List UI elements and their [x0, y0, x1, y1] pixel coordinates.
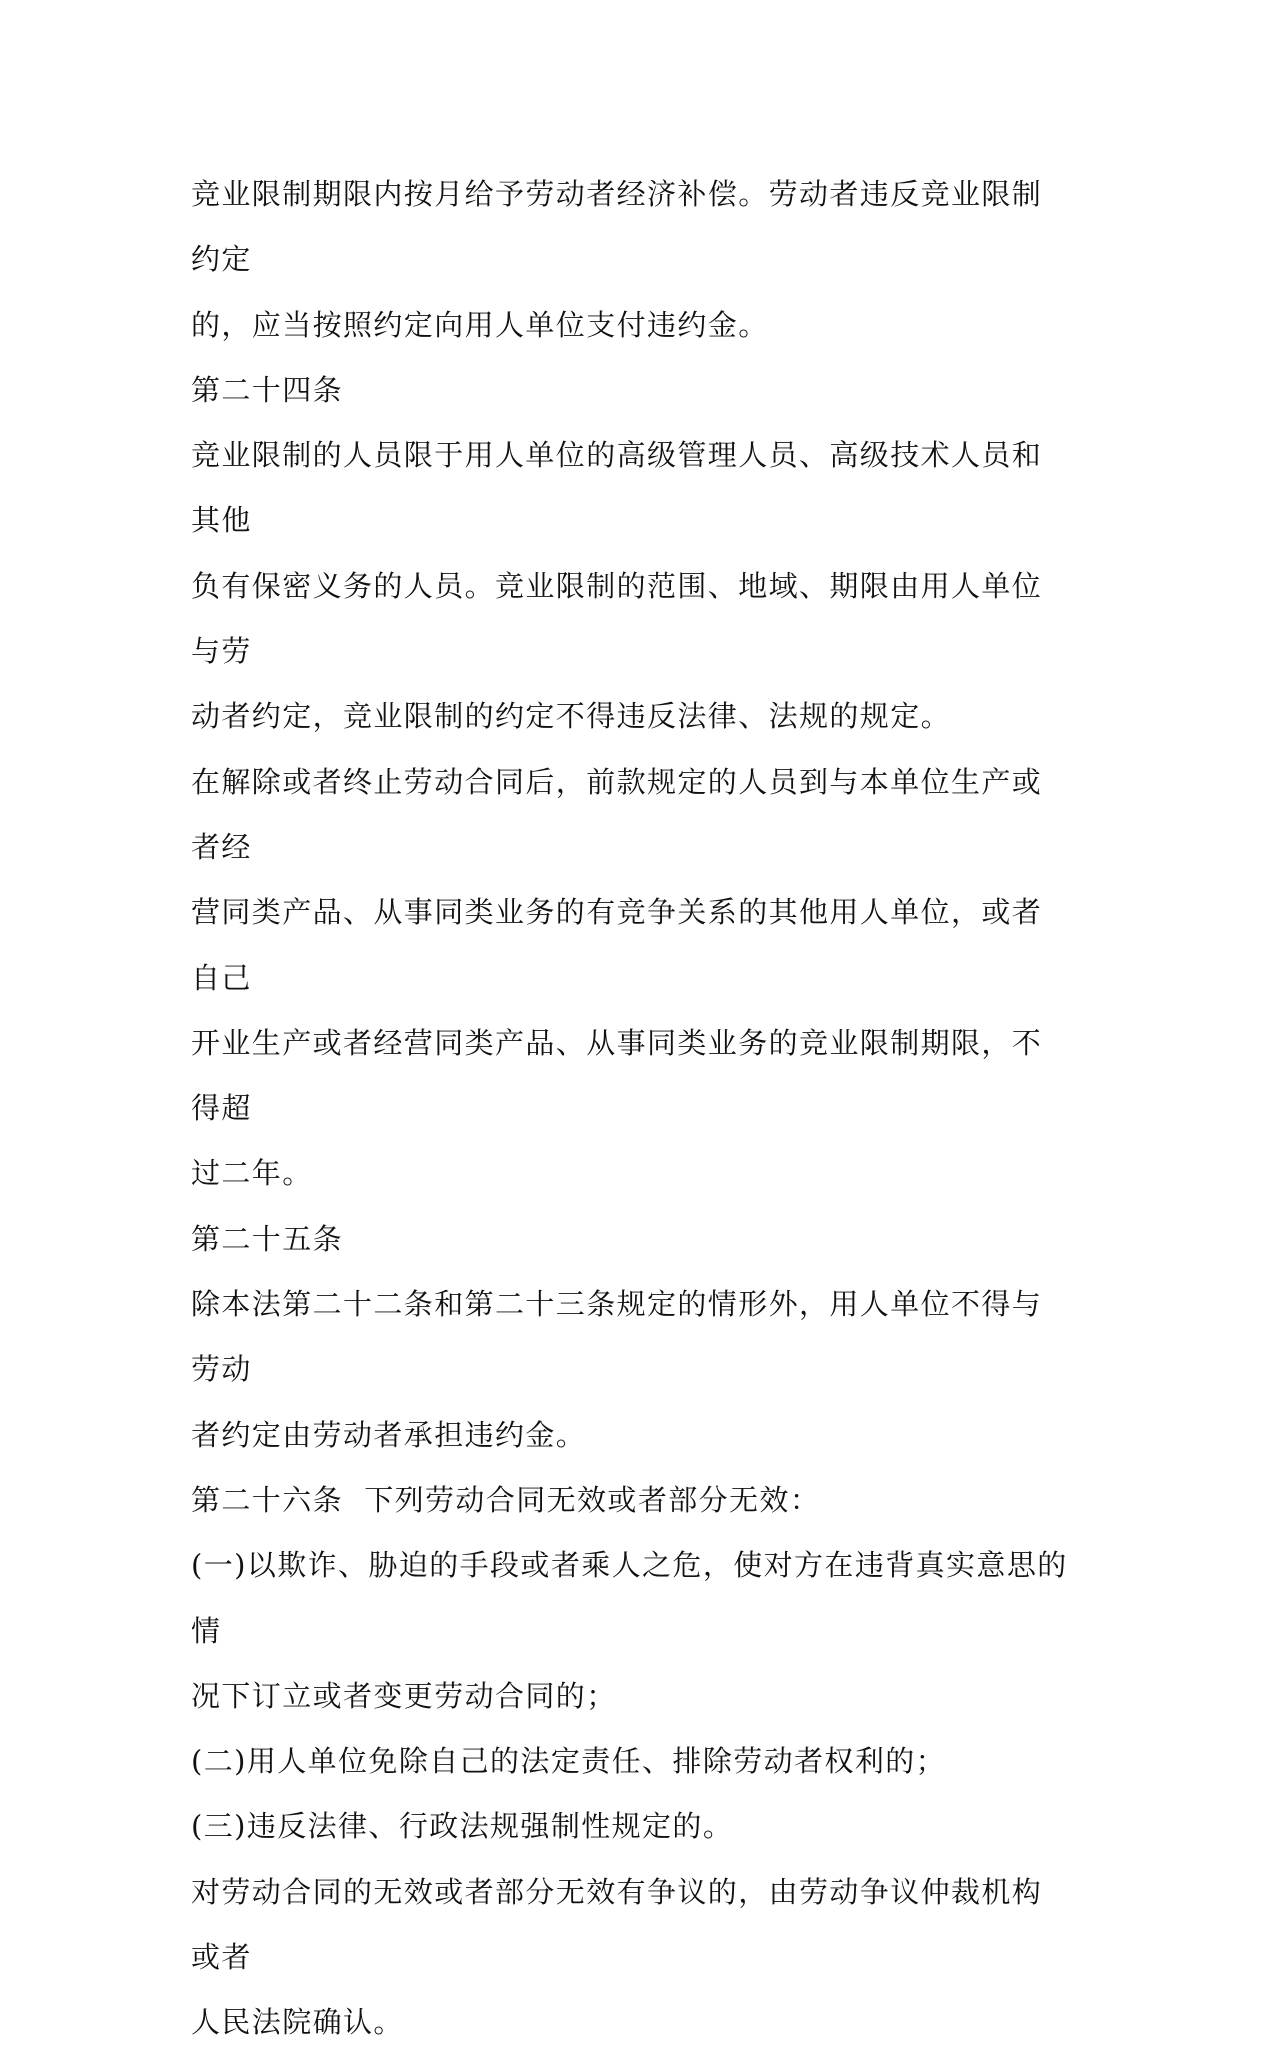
text-line: 过二年。: [191, 1156, 313, 1191]
article-heading: 第二十六条 下列劳动合同无效或者部分无效：: [191, 1482, 821, 1517]
text-line: 动者约定，竞业限制的约定不得违反法律、法规的规定。: [191, 699, 952, 734]
text-line: 对劳动合同的无效或者部分无效有争议的，由劳动争议仲裁机构或者: [191, 1874, 1043, 1975]
text-line: 人民法院确认。: [191, 2005, 404, 2040]
text-line: 竞业限制期限内按月给予劳动者经济补偿。劳动者违反竞业限制约定: [191, 177, 1043, 277]
text-line: 除本法第二十二条和第二十三条规定的情形外，用人单位不得与劳动: [191, 1287, 1043, 1387]
document-body: [191, 162, 1071, 2056]
text-line: 者约定由劳动者承担违约金。: [191, 1417, 587, 1452]
text-line: 负有保密义务的人员。竞业限制的范围、地域、期限由用人单位与劳: [191, 568, 1043, 669]
text-line: 开业生产或者经营同类产品、从事同类业务的竞业限制期限，不得超: [191, 1025, 1043, 1126]
text-line: 况下订立或者变更劳动合同的；: [191, 1678, 617, 1713]
list-item: (二)用人单位免除自己的法定责任、排除劳动者权利的；: [191, 1744, 947, 1779]
article-heading: 第二十五条: [191, 1221, 344, 1256]
list-item: (一)以欺诈、胁迫的手段或者乘人之危，使对方在违背真实意思的情: [191, 1548, 1068, 1648]
text-line: 营同类产品、从事同类业务的有竞争关系的其他用人单位，或者自己: [191, 895, 1043, 995]
text-line: 竞业限制的人员限于用人单位的高级管理人员、高级技术人员和其他: [191, 438, 1043, 538]
list-item: (三)违反法律、行政法规强制性规定的。: [191, 1809, 734, 1844]
text-line: 在解除或者终止劳动合同后，前款规定的人员到与本单位生产或者经: [191, 764, 1043, 864]
text-line: 的，应当按照约定向用人单位支付违约金。: [191, 307, 769, 342]
article-heading: 第二十四条: [191, 372, 344, 407]
